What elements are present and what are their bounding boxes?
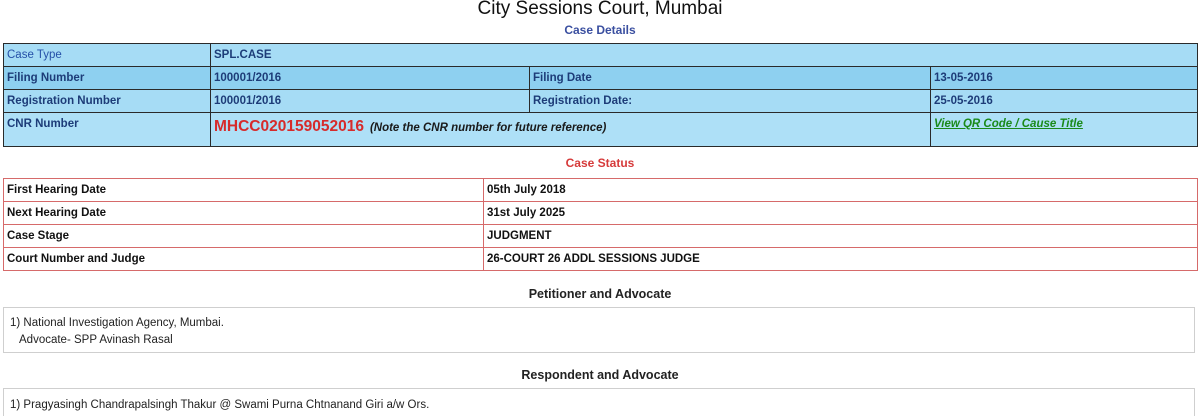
status-label: Next Hearing Date [4, 202, 484, 225]
status-value: 31st July 2025 [484, 202, 1198, 225]
view-qr-code-link[interactable]: View QR Code / Cause Title [934, 118, 1083, 130]
registration-date-value: 25-05-2016 [931, 90, 1198, 113]
status-value: 05th July 2018 [484, 179, 1198, 202]
cnr-number: MHCC020159052016 [214, 118, 364, 135]
status-value: JUDGMENT [484, 225, 1198, 248]
filing-date-label: Filing Date [530, 67, 931, 90]
cnr-note: (Note the CNR number for future reference) [369, 122, 607, 134]
qr-cell [931, 113, 1198, 147]
case-details-heading: Case Details [564, 23, 636, 37]
registration-number-value: 100001/2016 [211, 90, 530, 113]
case-type-label: Case Type [4, 44, 211, 67]
respondent-party: 1) Pragyasingh Chandrapalsingh Thakur @ Swami Purna Chtnanand Giri a/w Ors. [10, 399, 430, 411]
petitioner-heading: Petitioner and Advocate [528, 287, 672, 301]
status-label: Court Number and Judge [4, 248, 484, 271]
filing-number-label: Filing Number [4, 67, 211, 90]
status-value: 26-COURT 26 ADDL SESSIONS JUDGE [484, 248, 1198, 271]
case-status-table [3, 178, 1198, 271]
status-row [4, 248, 1198, 271]
status-label: Case Stage [4, 225, 484, 248]
cnr-row [4, 113, 1198, 147]
filing-number-value: 100001/2016 [211, 67, 530, 90]
case-details-table [3, 43, 1198, 147]
petitioner-party: 1) National Investigation Agency, Mumbai. [10, 317, 224, 329]
status-row [4, 179, 1198, 202]
case-type-value: SPL.CASE [211, 44, 1198, 67]
cnr-label: CNR Number [4, 113, 211, 147]
registration-number-label: Registration Number [4, 90, 211, 113]
respondent-box [3, 388, 1195, 416]
status-label: First Hearing Date [4, 179, 484, 202]
case-status-heading: Case Status [565, 156, 635, 170]
status-row [4, 225, 1198, 248]
case-type-row [4, 44, 1198, 67]
petitioner-advocate: Advocate- SPP Avinash Rasal [19, 334, 173, 346]
registration-date-label: Registration Date: [530, 90, 931, 113]
court-title: City Sessions Court, Mumbai [477, 0, 723, 19]
petitioner-box [3, 307, 1195, 353]
registration-row [4, 90, 1198, 113]
status-row [4, 202, 1198, 225]
filing-date-value: 13-05-2016 [931, 67, 1198, 90]
cnr-cell [211, 113, 931, 147]
filing-row [4, 67, 1198, 90]
respondent-heading: Respondent and Advocate [521, 368, 679, 382]
